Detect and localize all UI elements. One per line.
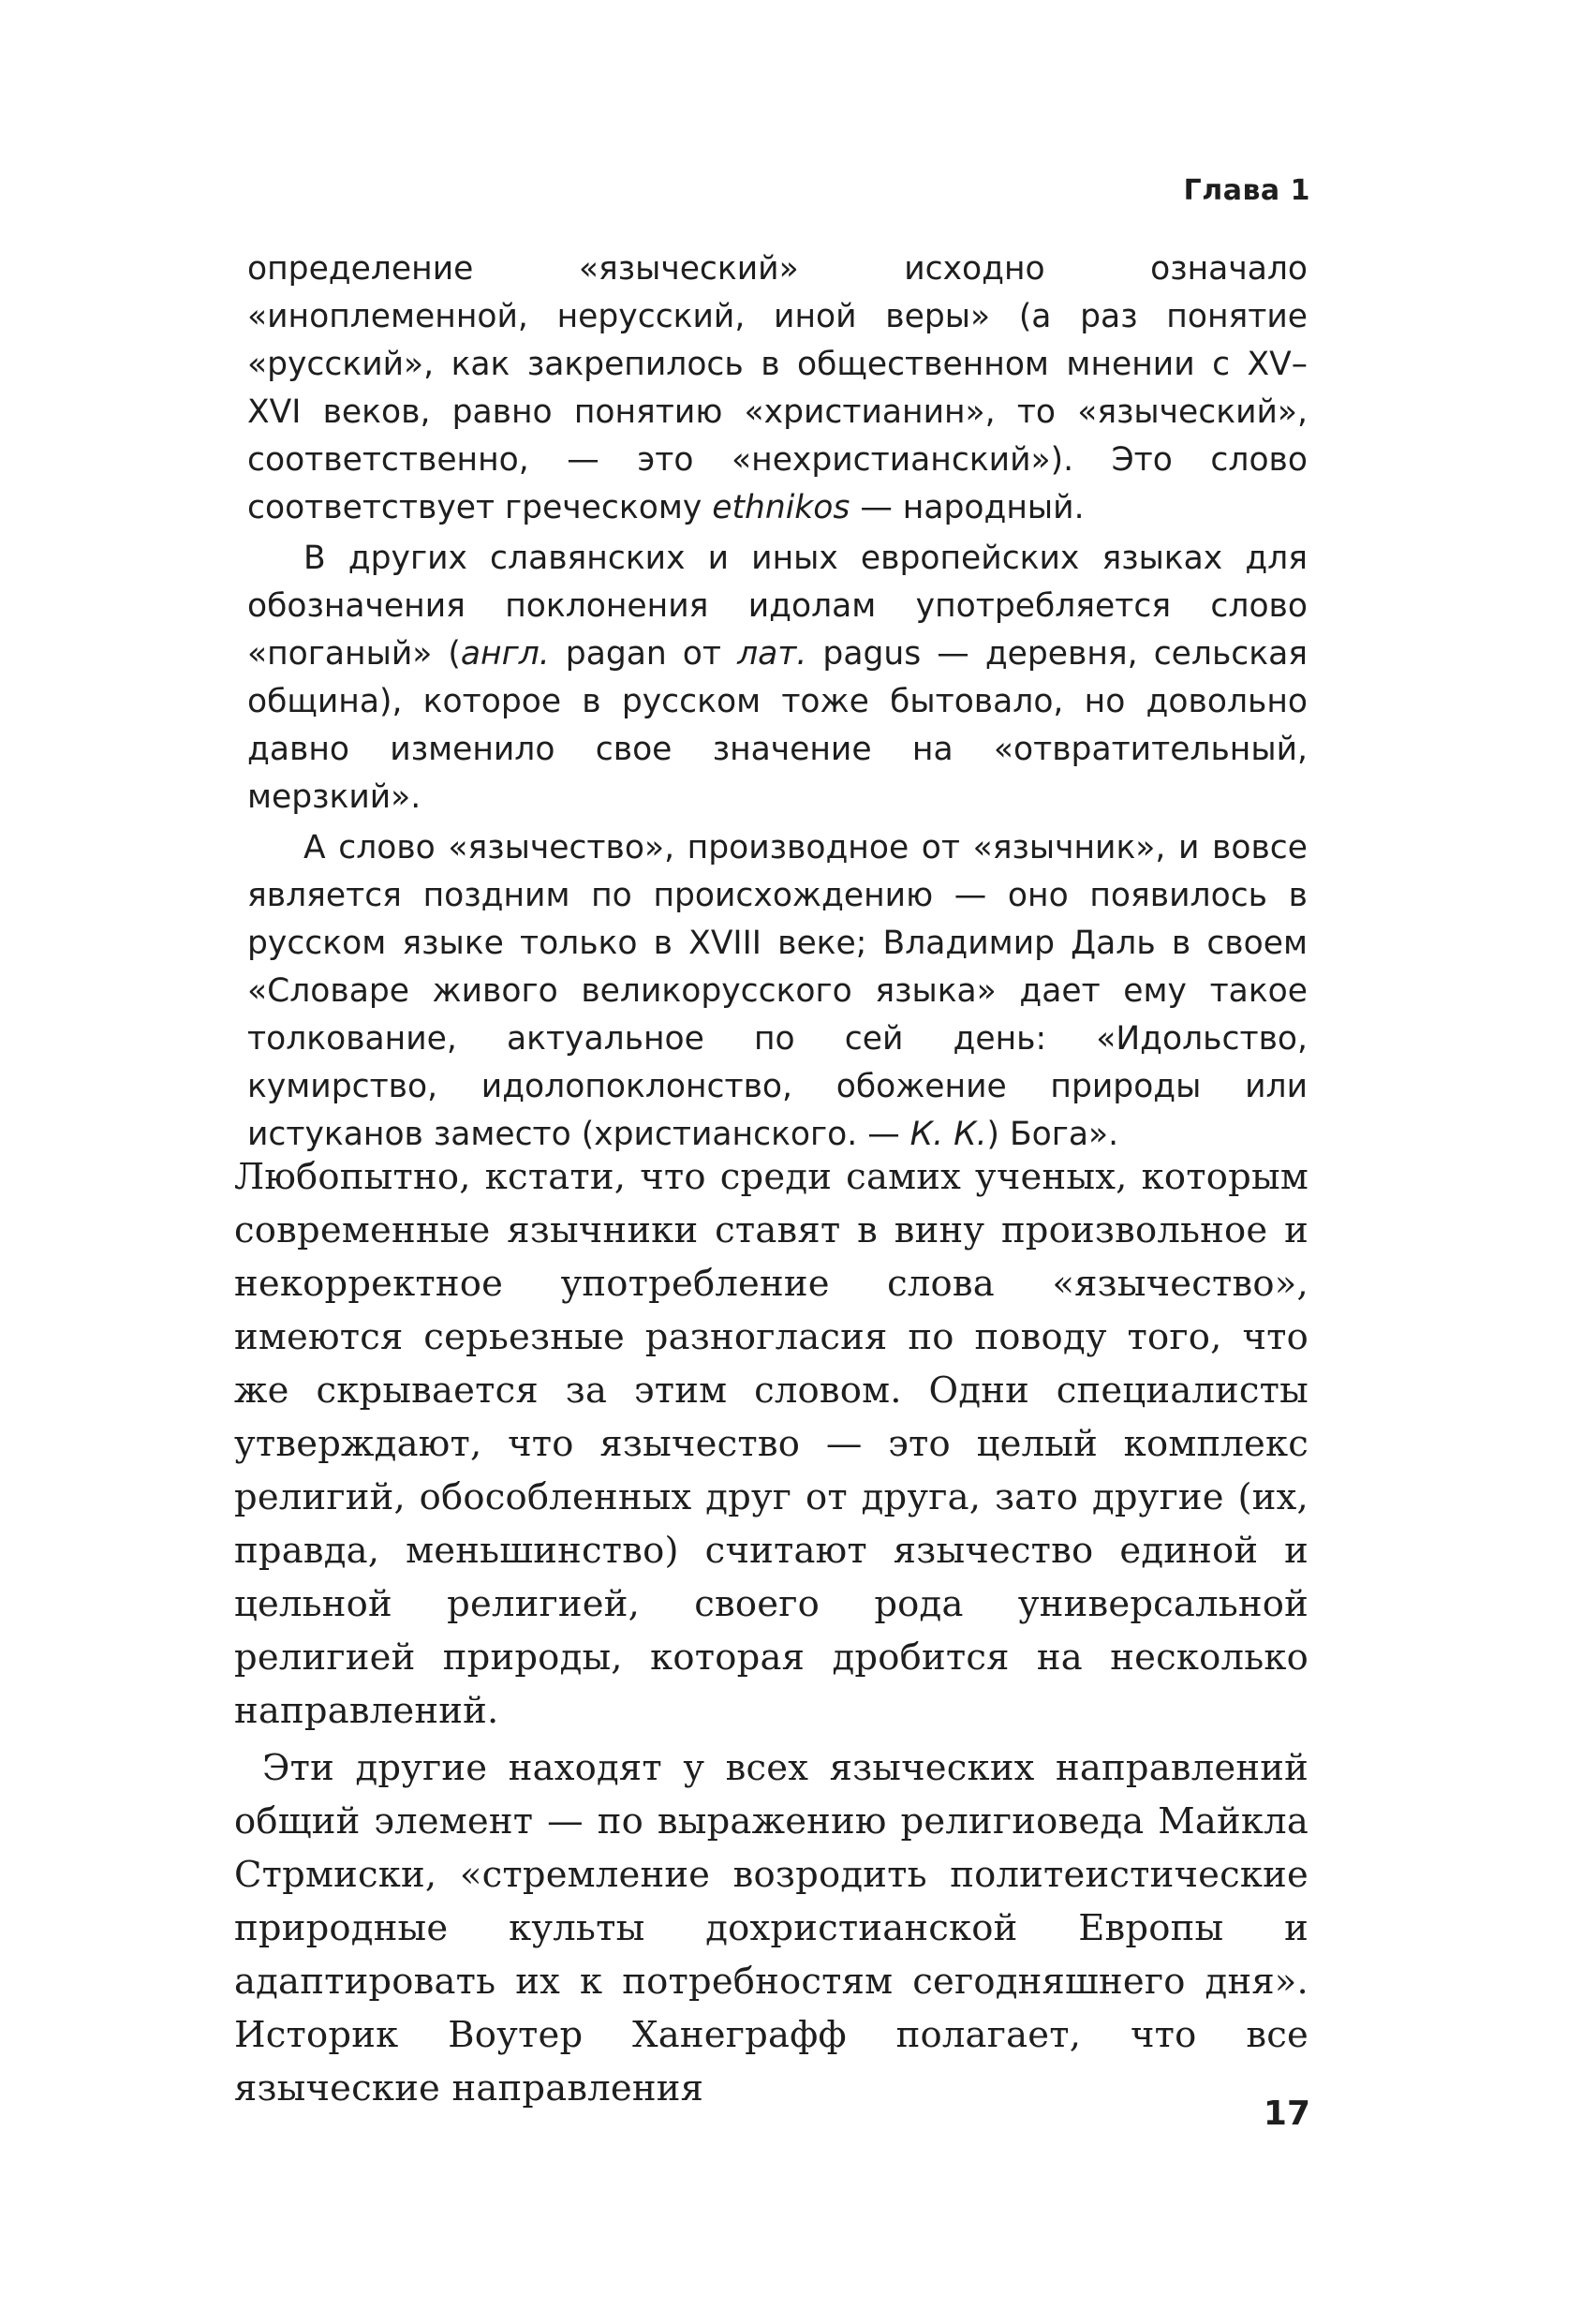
italic-term: ethnikos	[712, 489, 850, 526]
inset-text: А слово «язычество», производное от «язычник», и вовсе является поздним по происхождению — оно появилось в русском языке только в XVIII веке; Владимир Даль в своем «Словаре живого великорусского языка» дает ему такое толкование, актуальное по сей день: «Идольство, кумирство, идолопоклонство, обожение природы или истуканов заместо (христианского. —	[247, 829, 1308, 1153]
main-paragraph-1: Любопытно, кстати, что среди самих ученых, которым современные язычники ставят в вину произвольное и некорректное употребление слова «язычество», имеются серьезные разногласия по поводу того, что же скрывается за этим словом. Одни специалисты утверждают, что язычество — это целый комплекс религий, обособленных друг от друга, зато другие (их, правда, меньшинство) считают язычество единой и цельной религией, своего рода универсальной религией природы, которая дробится на несколько направлений.	[234, 1156, 1308, 1732]
italic-term: К. К.	[909, 1116, 987, 1153]
main-paragraph-2: Эти другие находят у всех языческих направлений общий элемент — по выражению религиоведа Майкла Стрмиски, «стремление возродить политеистические природные культы дохристианской Европы и адаптировать их к потребностям сегодняшнего дня». Историк Воутер Ханеграфф полагает, что все языческие направления	[234, 1747, 1308, 2109]
inset-paragraph-3	[247, 824, 1308, 1159]
inset-text: pagan от	[549, 635, 738, 673]
main-text	[234, 1150, 1308, 2115]
inset-text: ) Бога».	[986, 1116, 1119, 1153]
italic-term: англ.	[460, 635, 550, 673]
inset-block	[247, 245, 1308, 1159]
inset-paragraph-1	[247, 245, 1308, 532]
inset-text: В других славянских и иных европейских языках для обозначения поклонения идолам употребляется слово «поганый» (	[247, 540, 1308, 673]
inset-text: — народный.	[850, 489, 1085, 526]
inset-text: pagus — деревня, сельская община), которое в русском тоже бытовало, но довольно давно изменило свое значение на «отвратительный, мерзкий».	[247, 635, 1308, 816]
inset-paragraph-2	[247, 535, 1308, 822]
page-number: 17	[1263, 2095, 1310, 2133]
inset-text: определение «языческий» исходно означало «иноплеменной, нерусский, иной веры» (а раз понятие «русский», как закрепилось в общественном мнении с XV–XVI веков, равно понятию «христианин», то «языческий», соответственно, — это «нехристианский»). Это слово соответствует греческому	[247, 250, 1308, 526]
italic-term: лат.	[737, 635, 807, 673]
chapter-header: Глава 1	[1183, 174, 1310, 207]
